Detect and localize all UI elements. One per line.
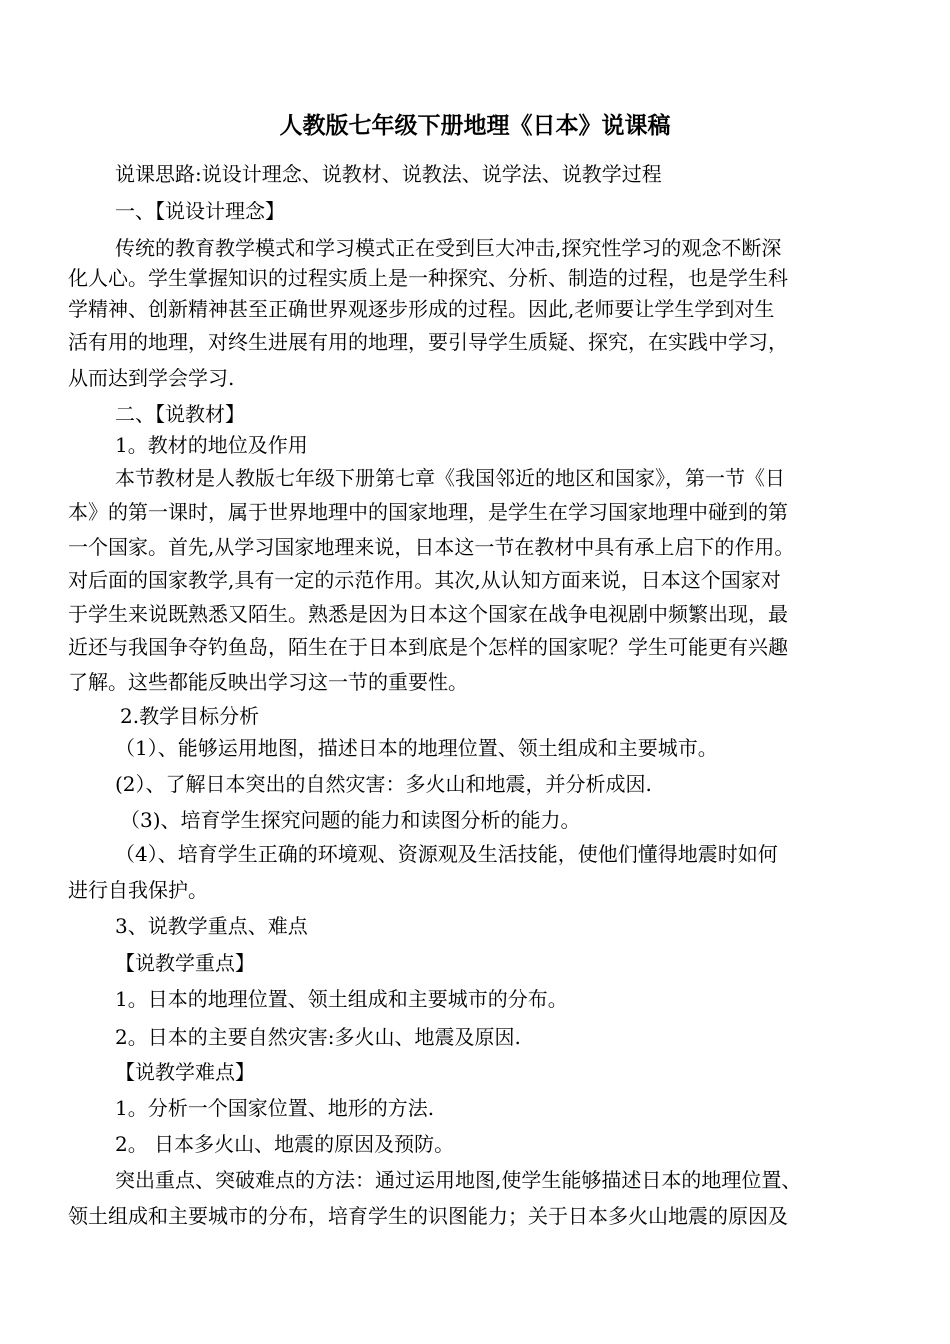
key-point-item: 1。日本的地理位置、领土组成和主要城市的分布。	[115, 987, 568, 1011]
paragraph-line: 于学生来说既熟悉又陌生。熟悉是因为日本这个国家在战争电视剧中频繁出现，最	[68, 602, 788, 626]
paragraph-line: 说课思路:说设计理念、说教材、说教法、说学法、说教学过程	[115, 162, 662, 186]
paragraph-line: 领土组成和主要城市的分布，培育学生的识图能力；关于日本多火山地震的原因及	[68, 1204, 788, 1228]
paragraph-line: 化人心。学生掌握知识的过程实质上是一种探究、分析、制造的过程，也是学生科	[68, 266, 788, 290]
difficulty-item: 1。分析一个国家位置、地形的方法.	[115, 1096, 435, 1120]
subsection-heading: 3、说教学重点、难点	[115, 914, 308, 938]
bracket-heading: 【说教学重点】	[115, 951, 255, 975]
section-heading: 一、【说设计理念】	[115, 199, 285, 223]
subsection-heading: 2.教学目标分析	[120, 704, 260, 728]
paragraph-line: 近还与我国争夺钓鱼岛，陌生在于日本到底是个怎样的国家呢？学生可能更有兴趣	[68, 635, 788, 659]
paragraph-line: 活有用的地理，对终生进展有用的地理，要引导学生质疑、探究，在实践中学习，	[68, 330, 788, 354]
subsection-heading: 1。教材的地位及作用	[115, 433, 308, 457]
paragraph-line: 传统的教育教学模式和学习模式正在受到巨大冲击,探究性学习的观念不断深	[115, 236, 782, 260]
paragraph-line: 一个国家。首先,从学习国家地理来说，日本这一节在教材中具有承上启下的作用。	[68, 535, 795, 559]
bracket-heading: 【说教学难点】	[115, 1060, 255, 1084]
difficulty-item: 2。 日本多火山、地震的原因及预防。	[115, 1132, 455, 1156]
objective-item: （3)、培育学生探究问题的能力和读图分析的能力。	[120, 808, 581, 832]
paragraph-line: 进行自我保护。	[68, 878, 208, 902]
objective-item: (2）、了解日本突出的自然灾害：多火山和地震，并分析成因.	[115, 772, 652, 796]
paragraph-line: 本节教材是人教版七年级下册第七章《我国邻近的地区和国家》，第一节《日	[115, 466, 785, 490]
paragraph-line: 突出重点、突破难点的方法：通过运用地图,使学生能够描述日本的地理位置、	[115, 1168, 802, 1192]
section-heading: 二、【说教材】	[115, 402, 245, 426]
paragraph-line: 本》的第一课时，属于世界地理中的国家地理，是学生在学习国家地理中碰到的第	[68, 500, 788, 524]
objective-item: （1）、能够运用地图，描述日本的地理位置、领土组成和主要城市。	[115, 736, 718, 760]
document-title: 人教版七年级下册地理《日本》说课稿	[279, 112, 671, 139]
paragraph-line: 学精神、创新精神甚至正确世界观逐步形成的过程。因此,老师要让学生学到对生	[68, 297, 775, 321]
paragraph-line: 了解。这些都能反映出学习这一节的重要性。	[68, 670, 468, 694]
objective-item: （4）、培育学生正确的环境观、资源观及生活技能，使他们懂得地震时如何	[115, 842, 778, 866]
paragraph-line: 从而达到学会学习.	[68, 366, 235, 390]
paragraph-line: 对后面的国家教学,具有一定的示范作用。其次,从认知方面来说，日本这个国家对	[68, 568, 781, 592]
key-point-item: 2。日本的主要自然灾害:多火山、地震及原因.	[115, 1025, 521, 1049]
